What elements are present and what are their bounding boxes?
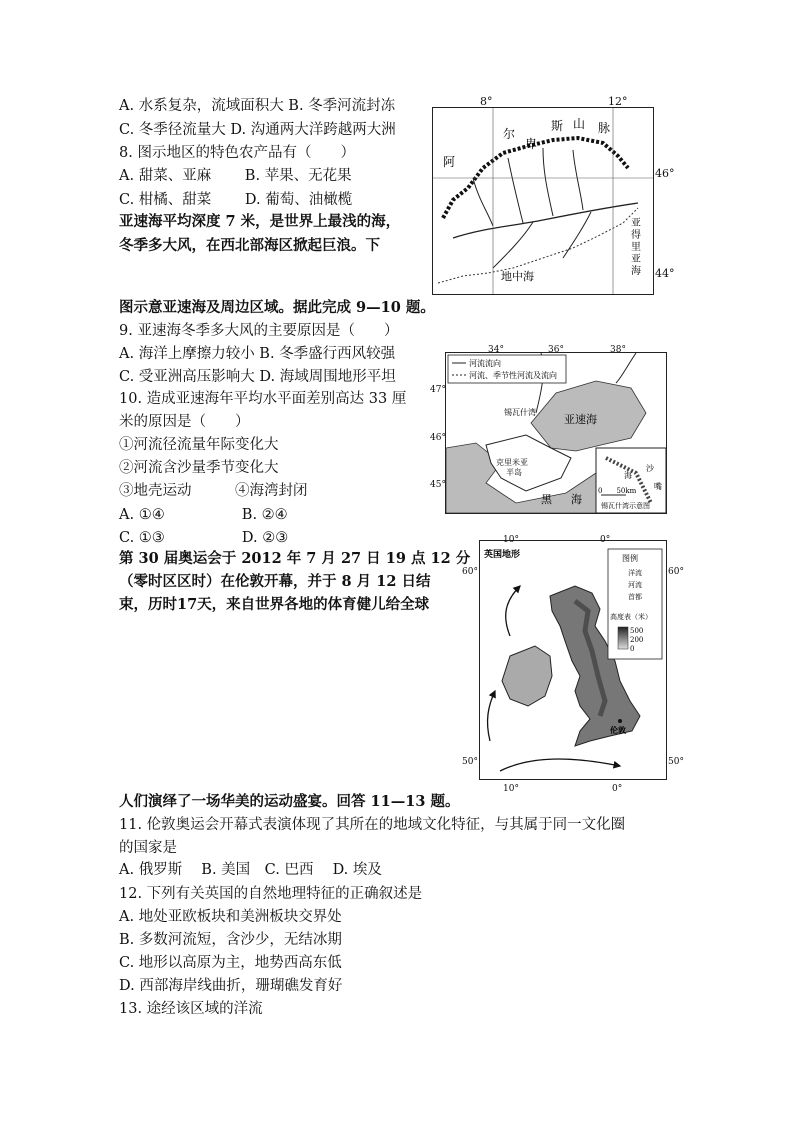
uk-lon-0-bottom: 0°	[612, 784, 623, 794]
alps-label-5: 脉	[598, 121, 611, 135]
lat-46-label: 46°	[655, 167, 675, 180]
alps-label-a: 阿	[443, 155, 456, 169]
lat-47-label: 47°	[430, 385, 446, 395]
azov-intro-line2: 冬季多大风，在西北部海区掀起巨浪。下	[119, 237, 380, 254]
mediterranean-label: 地中海	[501, 270, 534, 283]
crimea-label-1: 克里米亚	[496, 458, 528, 467]
lon-12-label: 12°	[608, 95, 628, 108]
uk-lat-60-left: 60°	[462, 567, 478, 577]
alps-label-1: 卑	[525, 137, 538, 151]
uk-alt-500: 500	[630, 627, 644, 635]
sivash-bay-label: 锡瓦什湾	[504, 408, 536, 417]
lat-44-label: 44°	[655, 267, 675, 280]
q8-options-row1: A. 甜菜、亚麻 B. 苹果、无花果	[119, 168, 352, 184]
uk-legend-title: 图例	[622, 554, 638, 563]
azov-legend-flow: 河流流向	[469, 359, 501, 368]
river-trib5	[493, 222, 533, 268]
q9-options-row1: A. 海洋上摩擦力较小 B. 冬季盛行西风较强	[119, 346, 396, 362]
map-uk	[479, 540, 667, 780]
q10-stem-line1: 10. 造成亚速海年平均水平面差别高达 33 厘	[119, 391, 407, 407]
inset-scale: 0 50km	[598, 487, 637, 495]
river-main	[453, 203, 638, 238]
alps-label-3: 斯	[551, 119, 564, 133]
uk-lat-50-right: 50°	[668, 757, 684, 767]
river-trib2	[508, 158, 523, 223]
crimea-label-2: 半岛	[506, 468, 522, 477]
uk-legend-current: 洋流	[628, 569, 642, 577]
q12-option-d: D. 西部海岸线曲折，珊瑚礁发育好	[119, 978, 343, 994]
lat-46b-label: 46°	[430, 433, 446, 443]
black-sea-label-1: 海	[571, 493, 582, 506]
lon-8-label: 8°	[480, 95, 493, 108]
q11-stem-line1: 11. 伦敦奥运会开幕式表演体现了其所在的地域文化特征，与其属于同一文化圈	[119, 817, 626, 833]
q11-options: A. 俄罗斯 B. 美国 C. 巴西 D. 埃及	[119, 862, 382, 878]
adriatic-label-4: 海	[631, 266, 641, 277]
q8-options-row2: C. 柑橘、甜菜 D. 葡萄、油橄榄	[119, 192, 353, 208]
uk-lat-50-left: 50°	[462, 757, 478, 767]
uk-lat-60-right: 60°	[668, 567, 684, 577]
q10-choices-row1: A. ①④ B. ②④	[119, 507, 288, 523]
river-trib3	[543, 148, 553, 216]
lon-36-label: 36°	[548, 345, 564, 355]
olympic-intro-line4: 人们演绎了一场华美的运动盛宴。回答 11—13 题。	[119, 793, 460, 810]
q12-option-c: C. 地形以高原为主，地势西高东低	[119, 955, 342, 971]
inset-sea-label-2: 海	[624, 471, 632, 480]
adriatic-label-3: 亚	[631, 254, 641, 265]
uk-lon-10-bottom: 10°	[503, 784, 519, 794]
uk-lon-0-top: 0°	[600, 535, 611, 545]
uk-legend-capital: 首都	[628, 593, 642, 601]
q11-stem-line2: 的国家是	[119, 840, 177, 856]
coast-line	[438, 208, 638, 283]
uk-map-title: 英国地形	[484, 550, 521, 560]
lat-45-label: 45°	[430, 480, 446, 490]
olympic-intro-line2: （零时区区时）在伦敦开幕，并于 8 月 12 日结	[119, 573, 431, 590]
azov-intro-line3: 图示意亚速海及周边区域。据此完成 9—10 题。	[119, 299, 435, 316]
olympic-intro-line1: 第 30 届奥运会于 2012 年 7 月 27 日 19 点 12 分	[119, 550, 471, 567]
q13-stem: 13. 途经该区域的洋流	[119, 1001, 263, 1017]
river-trib6	[563, 212, 591, 258]
q10-option1: ①河流径流量年际变化大	[119, 437, 279, 453]
q9-stem: 9. 亚速海冬季多大风的主要原因是（ ）	[119, 323, 399, 339]
lon-38-label: 38°	[610, 345, 626, 355]
adriatic-label-1: 得	[631, 230, 641, 241]
alps-label-0: 尔	[503, 127, 516, 141]
q10-option2: ②河流含沙量季节变化大	[119, 460, 279, 476]
alps-label-4: 山	[573, 117, 586, 131]
river-trib1	[473, 178, 493, 226]
azov-legend-seasonal: 河流、季节性河流及流向	[469, 371, 557, 380]
london-label: 伦敦	[610, 725, 626, 735]
uk-legend-altitude: 高度表（米）	[610, 613, 652, 621]
uk-lon-10-top: 10°	[503, 535, 519, 545]
adriatic-label-2: 里	[631, 242, 641, 253]
uk-alt-0: 0	[630, 645, 635, 653]
q12-option-b: B. 多数河流短，含沙少，无结冰期	[119, 932, 342, 948]
black-sea-label-0: 黑	[541, 493, 552, 506]
uk-alt-200: 200	[630, 636, 644, 644]
azov-sea-label: 亚速海	[564, 413, 597, 426]
olympic-intro-line3: 束，历时17天，来自世界各地的体育健儿给全球	[119, 596, 430, 613]
inset-sand-label: 沙	[646, 464, 654, 473]
q10-stem-line2: 米的原因是（ ）	[119, 414, 250, 430]
adriatic-label-0: 亚	[631, 218, 641, 229]
q12-option-a: A. 地处亚欧板块和美洲板块交界处	[119, 909, 342, 925]
map-azov	[445, 352, 667, 514]
inset-caption: 锡瓦什湾示意图	[601, 502, 650, 510]
lon-34-label: 34°	[488, 345, 504, 355]
q7-options-row1: A. 水系复杂，流域面积大 B. 冬季河流封冻	[119, 98, 396, 114]
inset-sea-label: 嘴	[654, 482, 662, 491]
q8-stem: 8. 图示地区的特色农产品有（ ）	[119, 145, 355, 161]
azov-intro-line1: 亚速海平均深度 7 米，是世界上最浅的海，	[119, 213, 401, 230]
q7-options-row2: C. 冬季径流量大 D. 沟通两大洋跨越两大洲	[119, 122, 396, 138]
q10-option3-4: ③地壳运动 ④海湾封闭	[119, 483, 308, 499]
uk-legend-river: 河流	[628, 581, 642, 589]
map-po-valley	[432, 107, 654, 295]
river-trib4	[573, 150, 583, 210]
q10-choices-row2: C. ①③ D. ②③	[119, 530, 289, 546]
q9-options-row2: C. 受亚洲高压影响大 D. 海域周围地形平坦	[119, 369, 396, 385]
q12-stem: 12. 下列有关英国的自然地理特征的正确叙述是	[119, 886, 423, 902]
